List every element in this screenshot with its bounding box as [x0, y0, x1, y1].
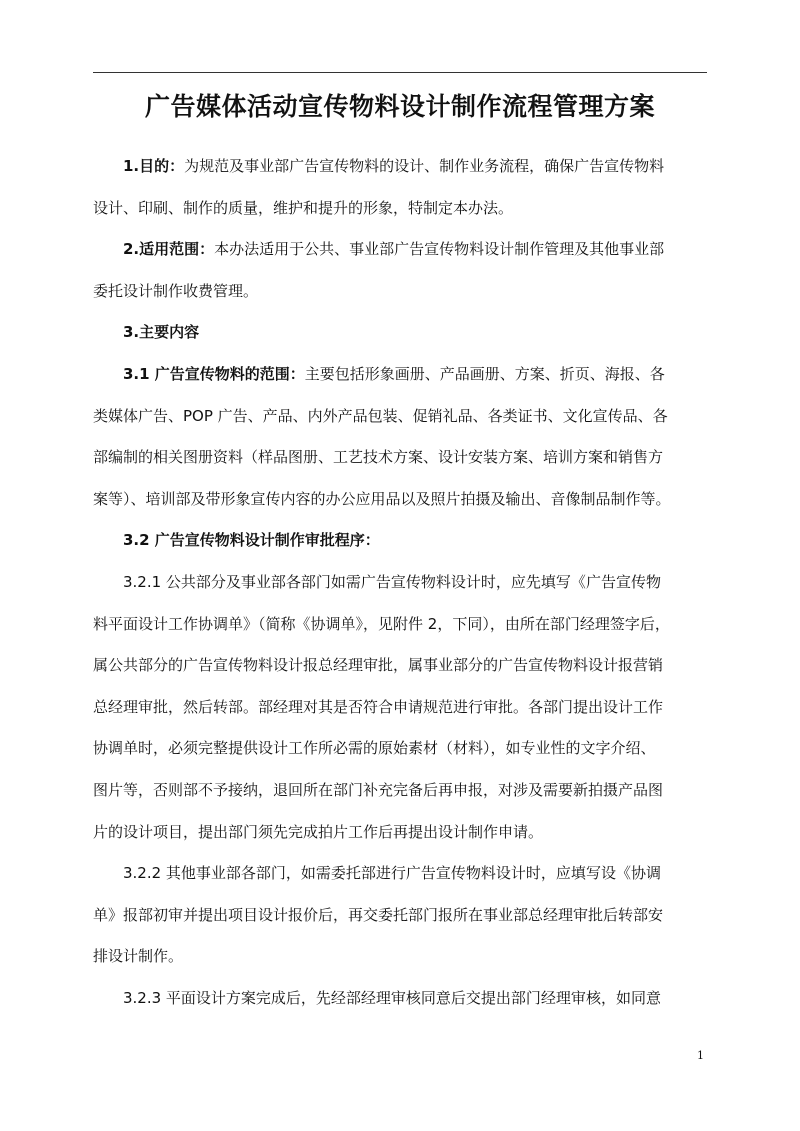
section-line: 单》报部初审并提出项目设计报价后，再交委托部门报所在事业部总经理审批后转部安 — [93, 905, 664, 924]
section-line: 片的设计项目，提出部门须先完成拍片工作后再提出设计制作申请。 — [93, 822, 544, 841]
section-line: 协调单时，必须完整提供设计工作所必需的原始素材（材料），如专业性的文字介绍、 — [93, 739, 656, 758]
section-lead: 3.2 广告宣传物料设计制作审批程序： — [123, 531, 380, 550]
section-approval-procedure — [93, 520, 707, 562]
section-line: 图片等，否则部不予接纳，退回所在部门补充完备后再申报，对涉及需要新拍摄产品图 — [93, 780, 664, 799]
section-line: 案等）、培训部及带形象宣传内容的办公应用品以及照片拍摄及输出、音像制品制作等。 — [93, 489, 671, 508]
section-text: 为规范及事业部广告宣传物料的设计、制作业务流程，确保广告宣传物料 — [184, 157, 665, 175]
section-line: 部编制的相关图册资料（样品图册、工艺技术方案、设计安装方案、培训方案和销售方 — [93, 448, 664, 467]
section-text: 主要包括形象画册、产品画册、方案、折页、海报、各 — [304, 364, 665, 383]
section-heading — [93, 520, 707, 562]
section-text: 本办法适用于公共、事业部广告宣传物料设计制作管理及其他事业部 — [214, 240, 665, 259]
section-line: 排设计制作。 — [93, 947, 184, 966]
section-line: 总经理审批，然后转部。部经理对其是否符合申请规范进行审批。各部门提出设计工作 — [93, 697, 664, 716]
section-line: 属公共部分的广告宣传物料设计报总经理审批，属事业部分的广告宣传物料设计报营销 — [93, 656, 664, 675]
section-line: 3.2.1 公共部分及事业部各部门如需广告宣传物料设计时，应先填写《广告宣传物 — [123, 572, 661, 591]
clause-3-2-3 — [93, 978, 707, 1020]
section-line: 设计、印刷、制作的质量，维护和提升的形象，特制定本办法。 — [93, 198, 514, 217]
section-lead: 2.适用范围： — [123, 240, 215, 259]
section-line: 3.2.2 其他事业部各部门，如需委托部进行广告宣传物料设计时，应填写设《协调 — [123, 864, 661, 883]
section-line — [93, 354, 707, 396]
clause-3-2-2 — [93, 853, 707, 978]
document-title: 广告媒体活动宣传物料设计制作流程管理方案 — [144, 92, 655, 121]
section-purpose — [93, 146, 707, 229]
section-heading — [93, 312, 707, 354]
section-line — [93, 146, 707, 188]
section-main-content — [93, 312, 707, 354]
document-body — [93, 146, 707, 1019]
page-number: 1 — [697, 1049, 704, 1062]
section-line: 委托设计制作收费管理。 — [93, 281, 259, 300]
section-lead: 1.目的： — [123, 157, 185, 175]
header-rule — [93, 72, 707, 73]
section-line: 3.2.3 平面设计方案完成后，先经部经理审核同意后交提出部门经理审核，如同意 — [123, 988, 661, 1007]
section-lead: 3.主要内容 — [123, 323, 200, 342]
section-scope — [93, 229, 707, 312]
section-line: 料平面设计工作协调单》（简称《协调单》，见附件 2，下同），由所在部门经理签字后， — [93, 614, 670, 633]
section-line — [93, 229, 707, 271]
clause-3-2-1 — [93, 562, 707, 853]
section-materials-scope — [93, 354, 707, 520]
section-lead: 3.1 广告宣传物料的范围： — [123, 364, 305, 383]
section-line: 类媒体广告、POP 广告、产品、内外产品包装、促销礼品、各类证书、文化宣传品、各 — [93, 406, 668, 425]
